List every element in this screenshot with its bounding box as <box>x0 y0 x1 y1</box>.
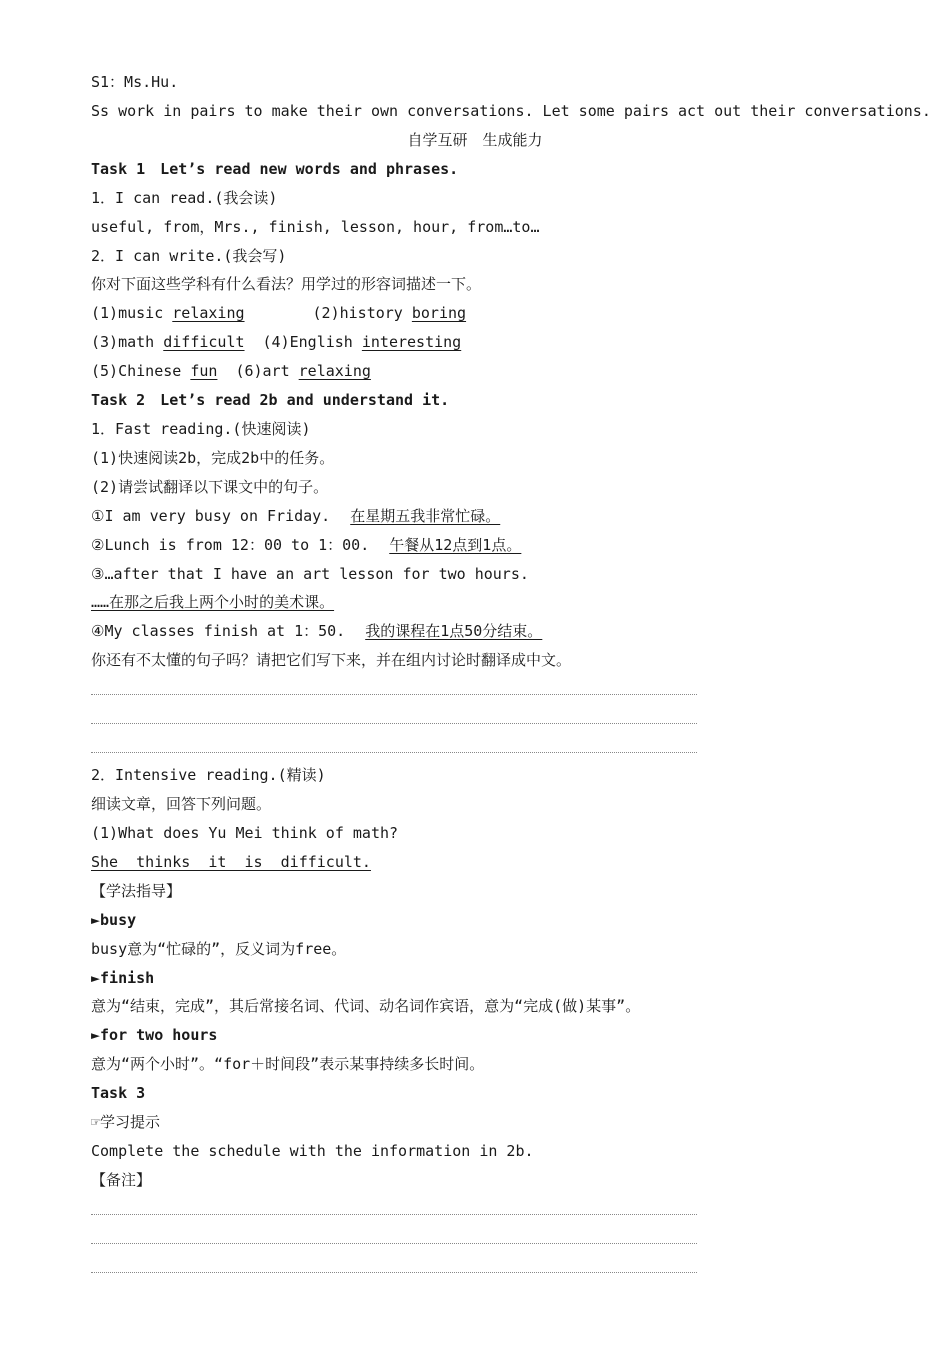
intro-s1: S1：Ms.Hu. <box>91 73 179 91</box>
subject-answer: relaxing <box>298 362 371 380</box>
sentence-cn: 我的课程在1点50分结束。 <box>365 622 543 640</box>
task2-fast-step1: (1)快速阅读2b，完成2b中的任务。 <box>91 449 335 467</box>
guide-busy-text: busy意为“忙碌的”，反义词为free。 <box>91 940 347 958</box>
task1-read-words: useful, from，Mrs., finish, lesson, hour, from…to… <box>91 218 540 236</box>
subject-pair-row <box>91 332 461 352</box>
subject-label: (3)math <box>91 333 164 351</box>
section-title: 自学互研 生成能力 <box>407 131 543 149</box>
task3-tip: ☞学习提示 <box>91 1113 161 1131</box>
task3-instruction: Complete the schedule with the information in 2b. <box>91 1142 534 1160</box>
answer-1: She thinks it is difficult. <box>91 853 371 871</box>
sentence-cn: 在星期五我非常忙碌。 <box>350 507 501 525</box>
subject-answer: interesting <box>361 333 462 351</box>
task2-intensive-label: 2．Intensive reading.(精读) <box>91 766 326 784</box>
sentence-cn: ……在那之后我上两个小时的美术课。 <box>91 593 335 611</box>
sentence-en: ②Lunch is from 12：00 to 1：00. <box>91 536 370 554</box>
sentence-en: ④My classes finish at 1：50. <box>91 622 346 640</box>
task1-read-label: 1．I can read.(我会读) <box>91 189 278 207</box>
subject-label: (2)history <box>312 304 412 322</box>
notes-title: 【备注】 <box>91 1171 152 1189</box>
subject-answer: boring <box>411 304 467 322</box>
task2-intensive-prompt: 细读文章，回答下列问题。 <box>91 795 272 813</box>
writing-line[interactable] <box>91 694 697 695</box>
task1-title: Task 1 Let’s read new words and phrases. <box>91 160 459 178</box>
guide-title: 【学法指导】 <box>91 882 182 900</box>
task2-fast-step2: (2)请尝试翻译以下课文中的句子。 <box>91 478 329 496</box>
guide-busy-heading: ►busy <box>91 911 137 929</box>
task1-write-label: 2．I can write.(我会写) <box>91 247 287 265</box>
sentence-cn: 午餐从12点到1点。 <box>389 536 522 554</box>
subject-label: (6)art <box>235 362 299 380</box>
task3-title: Task 3 <box>91 1084 146 1102</box>
sentence-en: ③…after that I have an art lesson for two hours. <box>91 565 529 583</box>
subject-label: (1)music <box>91 304 173 322</box>
notes-line[interactable] <box>91 1243 697 1244</box>
subject-pair-row <box>91 361 371 381</box>
guide-for-text: 意为“两个小时”。“for＋时间段”表示某事持续多长时间。 <box>91 1055 485 1073</box>
writing-line[interactable] <box>91 752 697 753</box>
question-1: (1)What does Yu Mei think of math? <box>91 824 399 842</box>
sentence-en: ①I am very busy on Friday. <box>91 507 331 525</box>
writing-line[interactable] <box>91 723 697 724</box>
task2-title: Task 2 Let’s read 2b and understand it. <box>91 391 450 409</box>
subject-label: (5)Chinese <box>91 362 191 380</box>
translation-row <box>91 535 521 555</box>
task1-write-prompt: 你对下面这些学科有什么看法？用学过的形容词描述一下。 <box>91 275 482 293</box>
subject-answer: difficult <box>163 333 245 351</box>
subject-pair-row <box>91 303 466 323</box>
subject-answer: fun <box>190 362 218 380</box>
guide-for-heading: ►for two hours <box>91 1026 218 1044</box>
intro-pairs-instruction: Ss work in pairs to make their own conversations. Let some pairs act out their conversations. <box>91 102 931 120</box>
subject-answer: relaxing <box>172 304 245 322</box>
notes-line[interactable] <box>91 1214 697 1215</box>
translation-row <box>91 621 542 641</box>
guide-finish-text: 意为“结束，完成”，其后常接名词、代词、动名词作宾语，意为“完成(做)某事”。 <box>91 997 641 1015</box>
notes-line[interactable] <box>91 1272 697 1273</box>
task2-fast-label: 1．Fast reading.(快速阅读) <box>91 420 311 438</box>
unknown-sentence-prompt: 你还有不太懂的句子吗？请把它们写下来，并在组内讨论时翻译成中文。 <box>91 651 572 669</box>
guide-finish-heading: ►finish <box>91 969 155 987</box>
translation-row <box>91 506 500 526</box>
subject-label: (4)English <box>262 333 362 351</box>
